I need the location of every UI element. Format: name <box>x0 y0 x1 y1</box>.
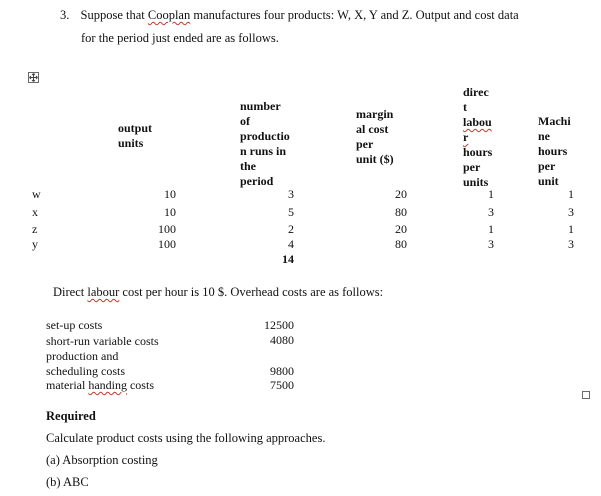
machine-cell: 1 <box>568 222 574 236</box>
labour-word: labour <box>87 285 120 299</box>
product-cell: w <box>32 187 41 201</box>
labour-cell: 3 <box>488 237 494 251</box>
overhead-label-production-1: production and <box>46 349 119 363</box>
labour-cell: 3 <box>488 205 494 219</box>
runs-cell: 2 <box>288 222 294 236</box>
labour-cell: 1 <box>488 187 494 201</box>
output-cell: 10 <box>164 205 176 219</box>
overhead-value-material: 7500 <box>270 378 294 392</box>
handing-word: handing <box>88 378 127 392</box>
margin-cell: 80 <box>395 237 407 251</box>
table-move-handle-icon[interactable] <box>28 72 39 83</box>
product-cell: z <box>32 222 38 236</box>
overhead-label-shortrun: short-run variable costs <box>46 334 159 348</box>
overhead-value-setup: 12500 <box>264 318 294 332</box>
overhead-label-production-2: scheduling costs <box>46 364 125 378</box>
output-cell: 100 <box>158 237 176 251</box>
margin-cell: 80 <box>395 205 407 219</box>
product-cell: y <box>32 237 38 251</box>
runs-cell: 5 <box>288 205 294 219</box>
question-line-2: for the period just ended are as follows. <box>81 31 279 45</box>
required-option-b: (b) ABC <box>46 475 89 489</box>
machine-cell: 3 <box>568 205 574 219</box>
output-cell: 10 <box>164 187 176 201</box>
company-name: Cooplan <box>147 8 191 22</box>
machine-cell: 3 <box>568 237 574 251</box>
runs-cell: 3 <box>288 187 294 201</box>
required-title: Required <box>46 409 96 423</box>
required-option-a: (a) Absorption costing <box>46 453 158 467</box>
question-post: manufactures four products: W, X, Y and Z. Output and cost data <box>190 8 519 22</box>
product-cell: x <box>32 205 38 219</box>
question-line-1 <box>60 8 519 23</box>
question-number: 3. <box>60 8 70 22</box>
header-marginal-cost: margin al cost per unit ($) <box>356 107 394 166</box>
overhead-label-setup: set-up costs <box>46 318 103 332</box>
labour-note: Direct labour cost per hour is 10 $. Overhead costs are as follows: <box>53 285 384 299</box>
resize-handle-icon[interactable] <box>582 391 590 399</box>
overhead-value-production: 9800 <box>270 364 294 378</box>
header-production-runs: number of productio n runs in the period <box>240 99 290 188</box>
overhead-value-shortrun: 4080 <box>270 333 294 347</box>
margin-cell: 20 <box>395 222 407 236</box>
machine-cell: 1 <box>568 187 574 201</box>
header-output-units: output units <box>118 121 153 150</box>
runs-total: 14 <box>282 252 294 266</box>
question-pre: Suppose that <box>80 8 148 22</box>
header-direct-labour-hours: direc t labou r hours per units <box>463 85 493 189</box>
runs-cell: 4 <box>288 237 294 251</box>
output-cell: 100 <box>158 222 176 236</box>
required-instruction: Calculate product costs using the following approaches. <box>46 431 326 445</box>
header-machine-hours: Machi ne hours per unit <box>538 114 571 188</box>
labour-cell: 1 <box>488 222 494 236</box>
margin-cell: 20 <box>395 187 407 201</box>
overhead-label-material: material handing costs <box>46 378 154 392</box>
